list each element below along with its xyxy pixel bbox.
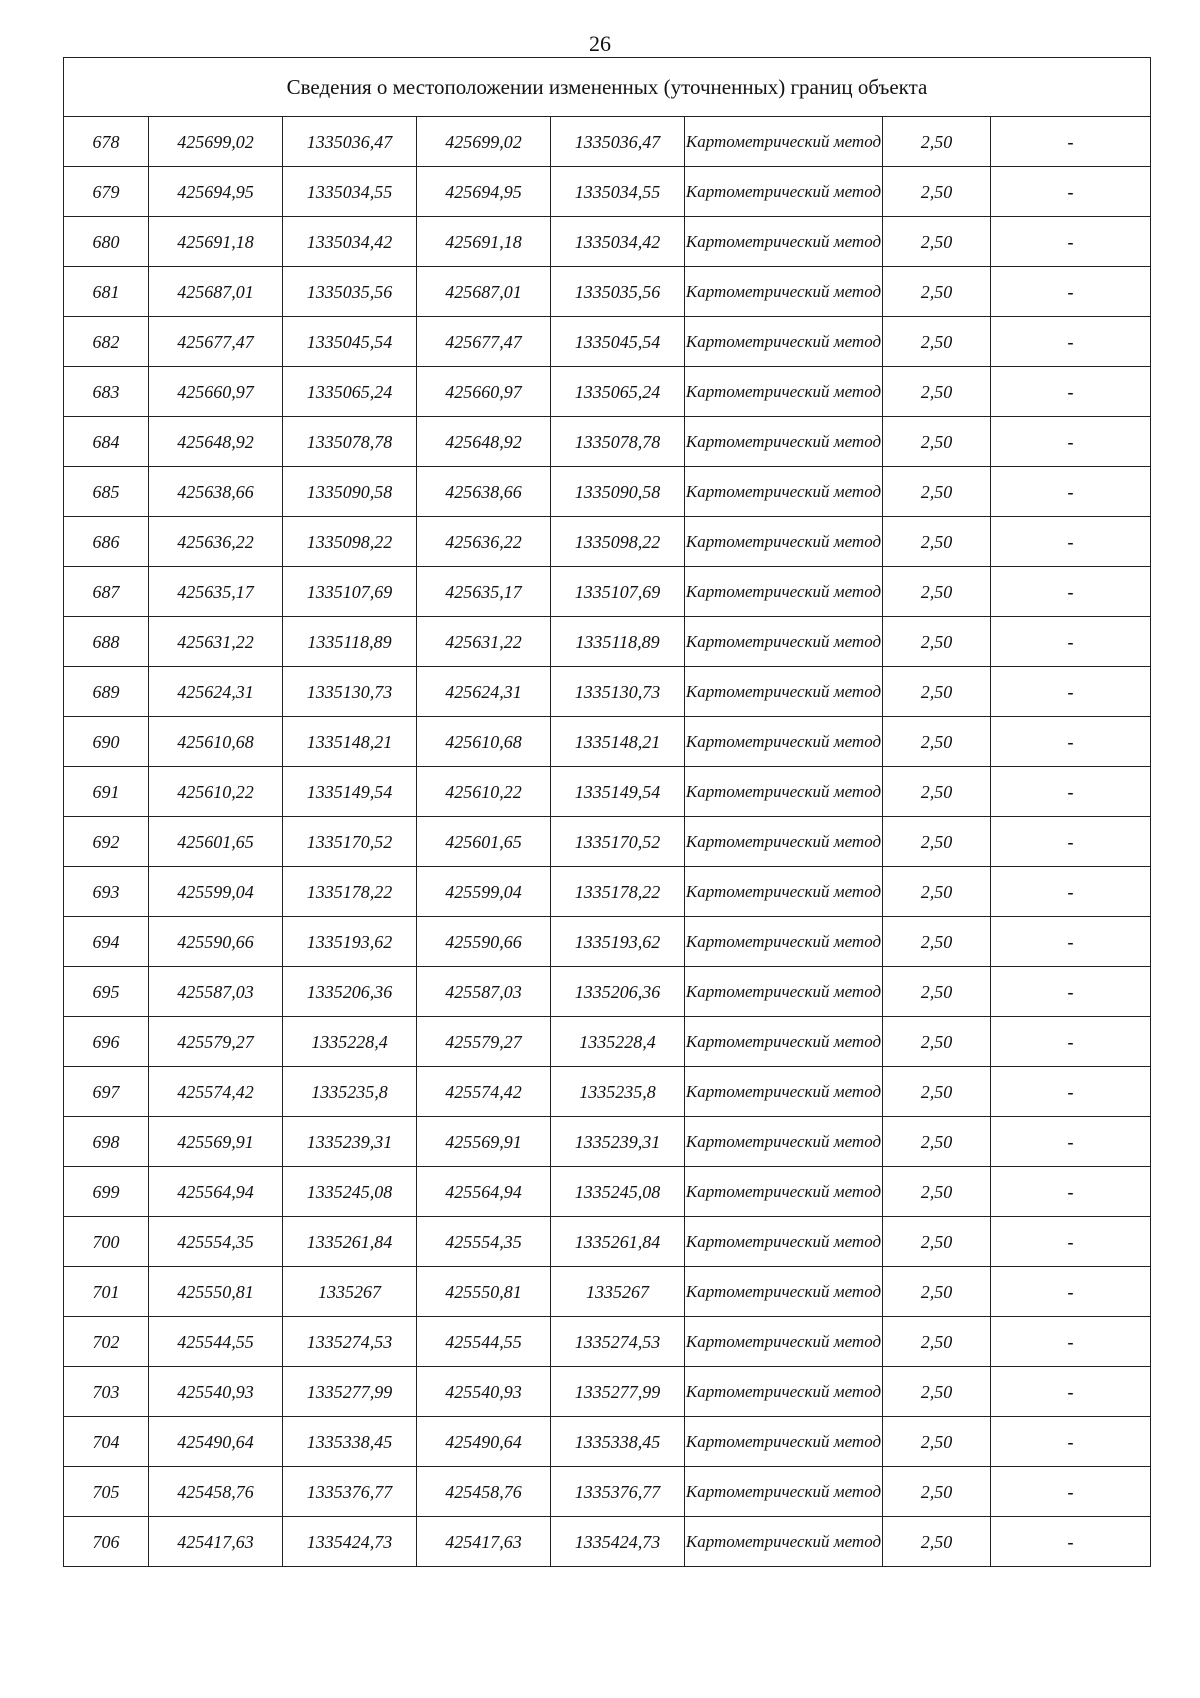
point-number-cell: 687 bbox=[64, 567, 149, 617]
refined-x-cell: 425550,81 bbox=[417, 1267, 551, 1317]
existing-x-cell: 425610,68 bbox=[149, 717, 283, 767]
existing-y-cell: 1335130,73 bbox=[283, 667, 417, 717]
method-cell: Картометрический метод bbox=[685, 1367, 883, 1417]
point-number-cell: 682 bbox=[64, 317, 149, 367]
refined-x-cell: 425490,64 bbox=[417, 1417, 551, 1467]
point-number-cell: 703 bbox=[64, 1367, 149, 1417]
table-row bbox=[64, 217, 1151, 267]
accuracy-cell: 2,50 bbox=[883, 1417, 991, 1467]
existing-y-cell: 1335228,4 bbox=[283, 1017, 417, 1067]
accuracy-cell: 2,50 bbox=[883, 867, 991, 917]
accuracy-cell: 2,50 bbox=[883, 717, 991, 767]
accuracy-cell: 2,50 bbox=[883, 367, 991, 417]
table-row bbox=[64, 617, 1151, 667]
refined-x-cell: 425610,68 bbox=[417, 717, 551, 767]
method-cell: Картометрический метод bbox=[685, 1117, 883, 1167]
refined-x-cell: 425631,22 bbox=[417, 617, 551, 667]
refined-x-cell: 425635,17 bbox=[417, 567, 551, 617]
note-cell: - bbox=[991, 717, 1151, 767]
note-cell: - bbox=[991, 517, 1151, 567]
existing-x-cell: 425648,92 bbox=[149, 417, 283, 467]
existing-x-cell: 425564,94 bbox=[149, 1167, 283, 1217]
note-cell: - bbox=[991, 767, 1151, 817]
accuracy-cell: 2,50 bbox=[883, 1467, 991, 1517]
existing-x-cell: 425574,42 bbox=[149, 1067, 283, 1117]
point-number-cell: 684 bbox=[64, 417, 149, 467]
point-number-cell: 702 bbox=[64, 1317, 149, 1367]
method-cell: Картометрический метод bbox=[685, 1167, 883, 1217]
accuracy-cell: 2,50 bbox=[883, 967, 991, 1017]
note-cell: - bbox=[991, 217, 1151, 267]
refined-x-cell: 425544,55 bbox=[417, 1317, 551, 1367]
refined-y-cell: 1335424,73 bbox=[551, 1517, 685, 1567]
refined-y-cell: 1335274,53 bbox=[551, 1317, 685, 1367]
table-row bbox=[64, 1017, 1151, 1067]
refined-y-cell: 1335078,78 bbox=[551, 417, 685, 467]
existing-x-cell: 425490,64 bbox=[149, 1417, 283, 1467]
method-cell: Картометрический метод bbox=[685, 1517, 883, 1567]
refined-x-cell: 425599,04 bbox=[417, 867, 551, 917]
table-row bbox=[64, 517, 1151, 567]
method-cell: Картометрический метод bbox=[685, 967, 883, 1017]
point-number-cell: 705 bbox=[64, 1467, 149, 1517]
note-cell: - bbox=[991, 367, 1151, 417]
table-row bbox=[64, 117, 1151, 167]
point-number-cell: 679 bbox=[64, 167, 149, 217]
existing-y-cell: 1335376,77 bbox=[283, 1467, 417, 1517]
existing-x-cell: 425624,31 bbox=[149, 667, 283, 717]
refined-y-cell: 1335098,22 bbox=[551, 517, 685, 567]
table-row bbox=[64, 267, 1151, 317]
refined-y-cell: 1335148,21 bbox=[551, 717, 685, 767]
refined-x-cell: 425699,02 bbox=[417, 117, 551, 167]
note-cell: - bbox=[991, 1467, 1151, 1517]
method-cell: Картометрический метод bbox=[685, 117, 883, 167]
point-number-cell: 697 bbox=[64, 1067, 149, 1117]
refined-y-cell: 1335034,55 bbox=[551, 167, 685, 217]
table-row bbox=[64, 1117, 1151, 1167]
refined-x-cell: 425694,95 bbox=[417, 167, 551, 217]
existing-y-cell: 1335035,56 bbox=[283, 267, 417, 317]
accuracy-cell: 2,50 bbox=[883, 217, 991, 267]
accuracy-cell: 2,50 bbox=[883, 1017, 991, 1067]
method-cell: Картометрический метод bbox=[685, 317, 883, 367]
point-number-cell: 688 bbox=[64, 617, 149, 667]
table-title: Сведения о местоположении измененных (уточненных) границ объекта bbox=[64, 58, 1151, 117]
point-number-cell: 691 bbox=[64, 767, 149, 817]
refined-x-cell: 425677,47 bbox=[417, 317, 551, 367]
accuracy-cell: 2,50 bbox=[883, 767, 991, 817]
table-row bbox=[64, 917, 1151, 967]
note-cell: - bbox=[991, 567, 1151, 617]
method-cell: Картометрический метод bbox=[685, 867, 883, 917]
table-row bbox=[64, 867, 1151, 917]
refined-y-cell: 1335178,22 bbox=[551, 867, 685, 917]
table-body bbox=[64, 58, 1151, 1567]
refined-x-cell: 425569,91 bbox=[417, 1117, 551, 1167]
table-row bbox=[64, 317, 1151, 367]
point-number-cell: 704 bbox=[64, 1417, 149, 1467]
method-cell: Картометрический метод bbox=[685, 817, 883, 867]
accuracy-cell: 2,50 bbox=[883, 417, 991, 467]
note-cell: - bbox=[991, 267, 1151, 317]
existing-y-cell: 1335034,42 bbox=[283, 217, 417, 267]
refined-y-cell: 1335245,08 bbox=[551, 1167, 685, 1217]
existing-x-cell: 425579,27 bbox=[149, 1017, 283, 1067]
existing-y-cell: 1335277,99 bbox=[283, 1367, 417, 1417]
refined-x-cell: 425579,27 bbox=[417, 1017, 551, 1067]
note-cell: - bbox=[991, 617, 1151, 667]
existing-x-cell: 425694,95 bbox=[149, 167, 283, 217]
table-row bbox=[64, 667, 1151, 717]
refined-y-cell: 1335107,69 bbox=[551, 567, 685, 617]
refined-x-cell: 425636,22 bbox=[417, 517, 551, 567]
refined-x-cell: 425691,18 bbox=[417, 217, 551, 267]
refined-y-cell: 1335193,62 bbox=[551, 917, 685, 967]
accuracy-cell: 2,50 bbox=[883, 517, 991, 567]
accuracy-cell: 2,50 bbox=[883, 117, 991, 167]
method-cell: Картометрический метод bbox=[685, 467, 883, 517]
accuracy-cell: 2,50 bbox=[883, 167, 991, 217]
note-cell: - bbox=[991, 317, 1151, 367]
note-cell: - bbox=[991, 867, 1151, 917]
refined-y-cell: 1335235,8 bbox=[551, 1067, 685, 1117]
note-cell: - bbox=[991, 417, 1151, 467]
method-cell: Картометрический метод bbox=[685, 217, 883, 267]
table-row bbox=[64, 167, 1151, 217]
method-cell: Картометрический метод bbox=[685, 667, 883, 717]
accuracy-cell: 2,50 bbox=[883, 667, 991, 717]
table-row bbox=[64, 1067, 1151, 1117]
refined-y-cell: 1335261,84 bbox=[551, 1217, 685, 1267]
point-number-cell: 696 bbox=[64, 1017, 149, 1067]
refined-x-cell: 425601,65 bbox=[417, 817, 551, 867]
refined-y-cell: 1335045,54 bbox=[551, 317, 685, 367]
existing-x-cell: 425601,65 bbox=[149, 817, 283, 867]
note-cell: - bbox=[991, 1317, 1151, 1367]
refined-y-cell: 1335376,77 bbox=[551, 1467, 685, 1517]
refined-y-cell: 1335090,58 bbox=[551, 467, 685, 517]
table-row bbox=[64, 967, 1151, 1017]
note-cell: - bbox=[991, 1017, 1151, 1067]
method-cell: Картометрический метод bbox=[685, 167, 883, 217]
refined-x-cell: 425564,94 bbox=[417, 1167, 551, 1217]
existing-x-cell: 425687,01 bbox=[149, 267, 283, 317]
table-row bbox=[64, 717, 1151, 767]
note-cell: - bbox=[991, 667, 1151, 717]
existing-x-cell: 425590,66 bbox=[149, 917, 283, 967]
method-cell: Картометрический метод bbox=[685, 1467, 883, 1517]
refined-y-cell: 1335267 bbox=[551, 1267, 685, 1317]
existing-y-cell: 1335239,31 bbox=[283, 1117, 417, 1167]
point-number-cell: 695 bbox=[64, 967, 149, 1017]
refined-y-cell: 1335034,42 bbox=[551, 217, 685, 267]
existing-x-cell: 425610,22 bbox=[149, 767, 283, 817]
existing-y-cell: 1335261,84 bbox=[283, 1217, 417, 1267]
method-cell: Картометрический метод bbox=[685, 367, 883, 417]
existing-x-cell: 425569,91 bbox=[149, 1117, 283, 1167]
table-title-row bbox=[64, 58, 1151, 117]
note-cell: - bbox=[991, 1067, 1151, 1117]
point-number-cell: 683 bbox=[64, 367, 149, 417]
accuracy-cell: 2,50 bbox=[883, 917, 991, 967]
accuracy-cell: 2,50 bbox=[883, 1067, 991, 1117]
point-number-cell: 694 bbox=[64, 917, 149, 967]
existing-y-cell: 1335098,22 bbox=[283, 517, 417, 567]
existing-y-cell: 1335065,24 bbox=[283, 367, 417, 417]
existing-y-cell: 1335107,69 bbox=[283, 567, 417, 617]
existing-x-cell: 425677,47 bbox=[149, 317, 283, 367]
point-number-cell: 700 bbox=[64, 1217, 149, 1267]
method-cell: Картометрический метод bbox=[685, 567, 883, 617]
note-cell: - bbox=[991, 467, 1151, 517]
note-cell: - bbox=[991, 1367, 1151, 1417]
existing-y-cell: 1335045,54 bbox=[283, 317, 417, 367]
point-number-cell: 690 bbox=[64, 717, 149, 767]
accuracy-cell: 2,50 bbox=[883, 1517, 991, 1567]
table-row bbox=[64, 1467, 1151, 1517]
refined-y-cell: 1335130,73 bbox=[551, 667, 685, 717]
existing-x-cell: 425636,22 bbox=[149, 517, 283, 567]
existing-y-cell: 1335235,8 bbox=[283, 1067, 417, 1117]
refined-x-cell: 425458,76 bbox=[417, 1467, 551, 1517]
point-number-cell: 689 bbox=[64, 667, 149, 717]
method-cell: Картометрический метод bbox=[685, 1017, 883, 1067]
point-number-cell: 692 bbox=[64, 817, 149, 867]
existing-x-cell: 425599,04 bbox=[149, 867, 283, 917]
refined-y-cell: 1335065,24 bbox=[551, 367, 685, 417]
refined-x-cell: 425574,42 bbox=[417, 1067, 551, 1117]
point-number-cell: 686 bbox=[64, 517, 149, 567]
refined-y-cell: 1335239,31 bbox=[551, 1117, 685, 1167]
existing-y-cell: 1335118,89 bbox=[283, 617, 417, 667]
method-cell: Картометрический метод bbox=[685, 617, 883, 667]
accuracy-cell: 2,50 bbox=[883, 267, 991, 317]
existing-y-cell: 1335193,62 bbox=[283, 917, 417, 967]
note-cell: - bbox=[991, 967, 1151, 1017]
refined-x-cell: 425660,97 bbox=[417, 367, 551, 417]
accuracy-cell: 2,50 bbox=[883, 1167, 991, 1217]
note-cell: - bbox=[991, 1267, 1151, 1317]
existing-x-cell: 425638,66 bbox=[149, 467, 283, 517]
refined-y-cell: 1335149,54 bbox=[551, 767, 685, 817]
table-row bbox=[64, 767, 1151, 817]
method-cell: Картометрический метод bbox=[685, 1267, 883, 1317]
accuracy-cell: 2,50 bbox=[883, 617, 991, 667]
refined-y-cell: 1335206,36 bbox=[551, 967, 685, 1017]
method-cell: Картометрический метод bbox=[685, 1217, 883, 1267]
table-row bbox=[64, 567, 1151, 617]
method-cell: Картометрический метод bbox=[685, 1417, 883, 1467]
refined-x-cell: 425590,66 bbox=[417, 917, 551, 967]
refined-y-cell: 1335338,45 bbox=[551, 1417, 685, 1467]
refined-x-cell: 425587,03 bbox=[417, 967, 551, 1017]
refined-y-cell: 1335118,89 bbox=[551, 617, 685, 667]
existing-y-cell: 1335078,78 bbox=[283, 417, 417, 467]
note-cell: - bbox=[991, 917, 1151, 967]
refined-x-cell: 425624,31 bbox=[417, 667, 551, 717]
existing-x-cell: 425699,02 bbox=[149, 117, 283, 167]
note-cell: - bbox=[991, 1167, 1151, 1217]
existing-y-cell: 1335178,22 bbox=[283, 867, 417, 917]
refined-y-cell: 1335228,4 bbox=[551, 1017, 685, 1067]
point-number-cell: 681 bbox=[64, 267, 149, 317]
table-row bbox=[64, 1317, 1151, 1367]
method-cell: Картометрический метод bbox=[685, 267, 883, 317]
refined-x-cell: 425417,63 bbox=[417, 1517, 551, 1567]
point-number-cell: 685 bbox=[64, 467, 149, 517]
boundary-coordinates-table bbox=[63, 57, 1151, 1567]
existing-y-cell: 1335149,54 bbox=[283, 767, 417, 817]
refined-x-cell: 425638,66 bbox=[417, 467, 551, 517]
table-row bbox=[64, 1217, 1151, 1267]
refined-y-cell: 1335170,52 bbox=[551, 817, 685, 867]
note-cell: - bbox=[991, 1117, 1151, 1167]
method-cell: Картометрический метод bbox=[685, 717, 883, 767]
existing-x-cell: 425631,22 bbox=[149, 617, 283, 667]
method-cell: Картометрический метод bbox=[685, 417, 883, 467]
refined-x-cell: 425610,22 bbox=[417, 767, 551, 817]
existing-x-cell: 425554,35 bbox=[149, 1217, 283, 1267]
accuracy-cell: 2,50 bbox=[883, 1317, 991, 1367]
existing-y-cell: 1335148,21 bbox=[283, 717, 417, 767]
table-row bbox=[64, 417, 1151, 467]
accuracy-cell: 2,50 bbox=[883, 567, 991, 617]
existing-y-cell: 1335267 bbox=[283, 1267, 417, 1317]
method-cell: Картометрический метод bbox=[685, 1317, 883, 1367]
refined-x-cell: 425687,01 bbox=[417, 267, 551, 317]
existing-y-cell: 1335206,36 bbox=[283, 967, 417, 1017]
existing-x-cell: 425544,55 bbox=[149, 1317, 283, 1367]
existing-x-cell: 425635,17 bbox=[149, 567, 283, 617]
existing-y-cell: 1335338,45 bbox=[283, 1417, 417, 1467]
refined-x-cell: 425540,93 bbox=[417, 1367, 551, 1417]
accuracy-cell: 2,50 bbox=[883, 467, 991, 517]
existing-y-cell: 1335090,58 bbox=[283, 467, 417, 517]
existing-x-cell: 425691,18 bbox=[149, 217, 283, 267]
note-cell: - bbox=[991, 117, 1151, 167]
point-number-cell: 693 bbox=[64, 867, 149, 917]
note-cell: - bbox=[991, 1517, 1151, 1567]
existing-x-cell: 425587,03 bbox=[149, 967, 283, 1017]
method-cell: Картометрический метод bbox=[685, 1067, 883, 1117]
table-row bbox=[64, 1267, 1151, 1317]
point-number-cell: 701 bbox=[64, 1267, 149, 1317]
existing-y-cell: 1335424,73 bbox=[283, 1517, 417, 1567]
existing-y-cell: 1335245,08 bbox=[283, 1167, 417, 1217]
existing-x-cell: 425550,81 bbox=[149, 1267, 283, 1317]
existing-y-cell: 1335034,55 bbox=[283, 167, 417, 217]
accuracy-cell: 2,50 bbox=[883, 1367, 991, 1417]
point-number-cell: 678 bbox=[64, 117, 149, 167]
accuracy-cell: 2,50 bbox=[883, 1217, 991, 1267]
refined-y-cell: 1335277,99 bbox=[551, 1367, 685, 1417]
note-cell: - bbox=[991, 1217, 1151, 1267]
accuracy-cell: 2,50 bbox=[883, 1117, 991, 1167]
existing-x-cell: 425458,76 bbox=[149, 1467, 283, 1517]
table-row bbox=[64, 467, 1151, 517]
method-cell: Картометрический метод bbox=[685, 517, 883, 567]
point-number-cell: 706 bbox=[64, 1517, 149, 1567]
table-row bbox=[64, 1167, 1151, 1217]
table-row bbox=[64, 1517, 1151, 1567]
table-row bbox=[64, 1417, 1151, 1467]
refined-x-cell: 425554,35 bbox=[417, 1217, 551, 1267]
point-number-cell: 699 bbox=[64, 1167, 149, 1217]
existing-x-cell: 425540,93 bbox=[149, 1367, 283, 1417]
point-number-cell: 698 bbox=[64, 1117, 149, 1167]
page-number: 26 bbox=[589, 31, 611, 56]
note-cell: - bbox=[991, 167, 1151, 217]
note-cell: - bbox=[991, 817, 1151, 867]
existing-y-cell: 1335036,47 bbox=[283, 117, 417, 167]
existing-y-cell: 1335170,52 bbox=[283, 817, 417, 867]
accuracy-cell: 2,50 bbox=[883, 1267, 991, 1317]
accuracy-cell: 2,50 bbox=[883, 317, 991, 367]
refined-y-cell: 1335036,47 bbox=[551, 117, 685, 167]
table-row bbox=[64, 817, 1151, 867]
point-number-cell: 680 bbox=[64, 217, 149, 267]
method-cell: Картометрический метод bbox=[685, 767, 883, 817]
table-row bbox=[64, 367, 1151, 417]
method-cell: Картометрический метод bbox=[685, 917, 883, 967]
existing-x-cell: 425660,97 bbox=[149, 367, 283, 417]
existing-y-cell: 1335274,53 bbox=[283, 1317, 417, 1367]
refined-y-cell: 1335035,56 bbox=[551, 267, 685, 317]
note-cell: - bbox=[991, 1417, 1151, 1467]
refined-x-cell: 425648,92 bbox=[417, 417, 551, 467]
existing-x-cell: 425417,63 bbox=[149, 1517, 283, 1567]
accuracy-cell: 2,50 bbox=[883, 817, 991, 867]
table-row bbox=[64, 1367, 1151, 1417]
